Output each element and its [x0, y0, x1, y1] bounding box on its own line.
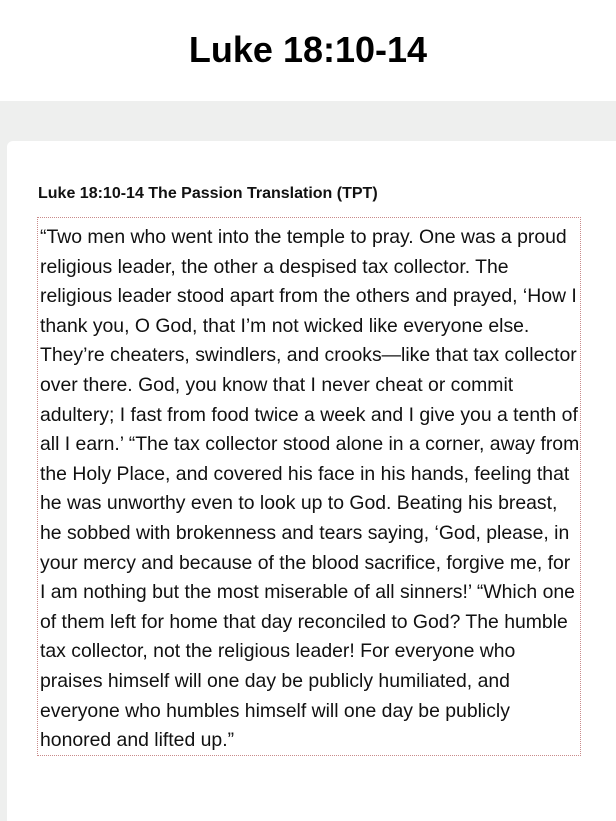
passage-text-box[interactable]	[37, 217, 581, 756]
passage-heading: Luke 18:10-14 The Passion Translation (TPT)	[38, 185, 378, 202]
page-header	[0, 0, 616, 101]
passage-card	[7, 141, 616, 821]
page-title: Luke 18:10-14	[188, 29, 428, 70]
passage-text[interactable]: “Two men who went into the temple to pray. One was a proud religious leader, the other a despised tax collector. The religious leader stood apart from the others and prayed, ‘How I thank you, O God, that I’m not wicked like everyone else. They’re cheaters, swindlers, and crooks—like that tax collector over there. God, you know that I never cheat or commit adultery; I fast from food twice a week and I give you a tenth of all I earn.’ “The tax collector stood alone in a corner, away from the Holy Place, and covered his face in his hands, feeling that he was unworthy even to look up to God. Beating his breast, he sobbed with brokenness and tears saying, ‘God, please, in your mercy and because of the blood sacrifice, forgive me, for I am nothing but the most miserable of all sinners!’ “Which one of them left for home that day reconciled to God? The humble tax collector, not the religious leader! For everyone who praises himself will one day be publicly humiliated, and everyone who humbles himself will one day be publicly honored and lifted up.”	[40, 226, 580, 752]
